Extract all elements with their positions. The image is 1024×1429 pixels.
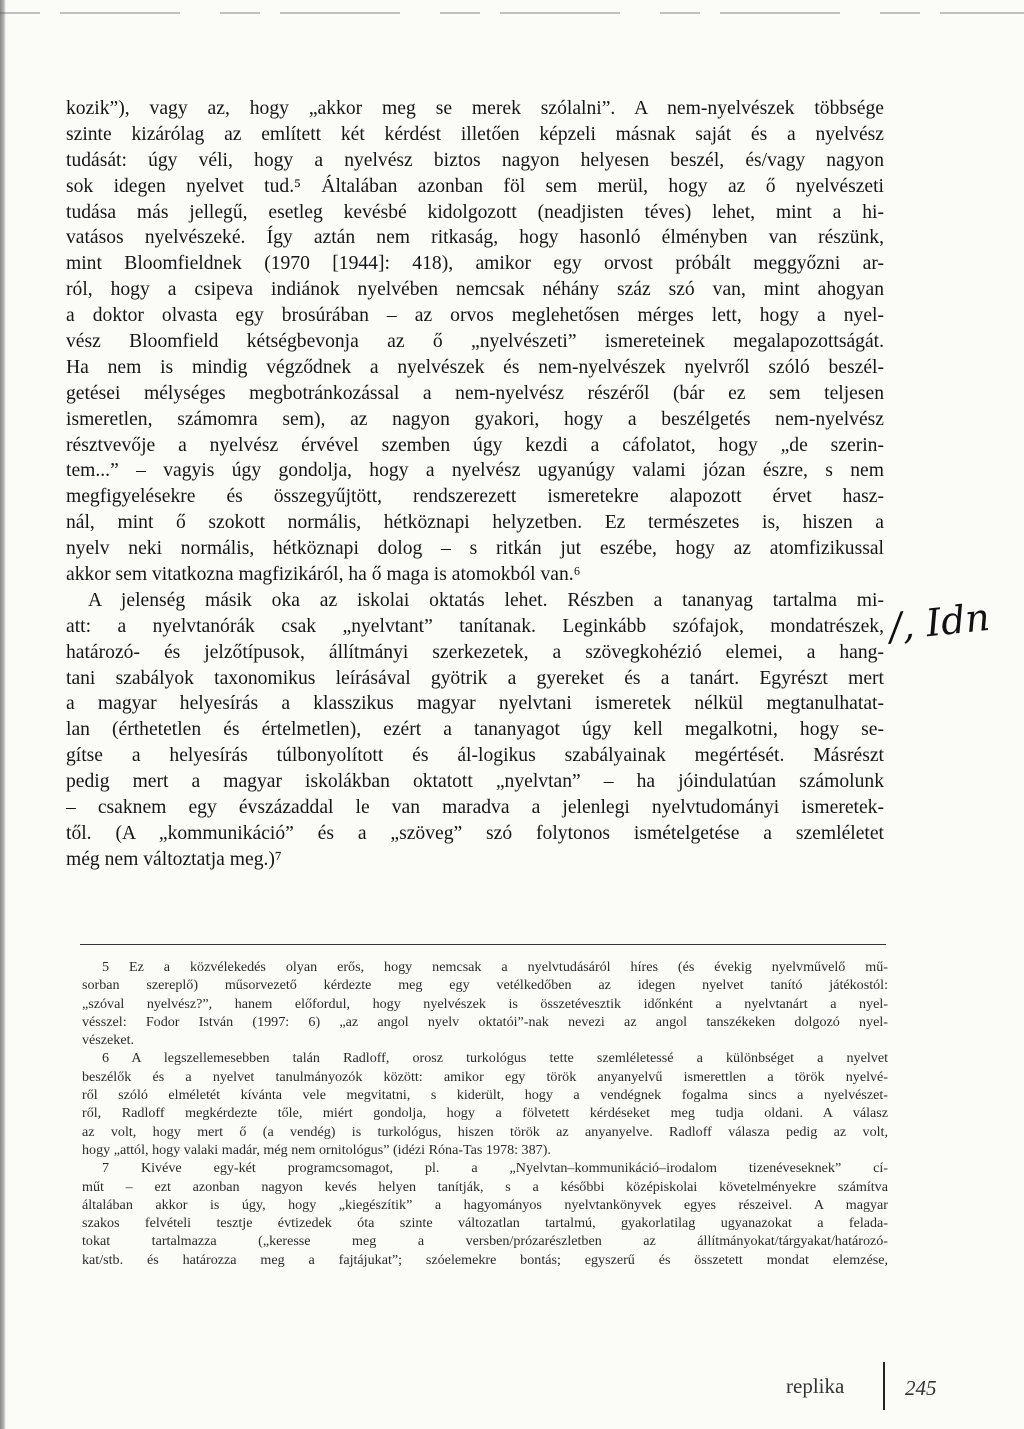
footnote-line: az volt, hogy mert ő (a vendég) is turkológus, hiszen török az anyanyelve. Radloff válasza pedig az volt, — [82, 1123, 888, 1140]
text-line: nál, mint ő szokott normális, hétköznapi helyzetben. Ez természetes is, hiszen a — [66, 512, 884, 534]
text-line: szinte kizárólag az említett két kérdést illetően képzeli másnak saját és a nyelvész — [66, 123, 884, 145]
text-line: a doktor olvasta egy brosúrában – az orvos meglehetősen mérges lett, hogy a nyel- — [66, 305, 884, 327]
text-line: A jelenség másik oka az iskolai oktatás lehet. Részben a tananyag tartalma mi- — [88, 589, 884, 611]
footnote-separator — [80, 944, 886, 945]
footer-divider — [883, 1362, 885, 1410]
footnote-line: szakos felvételi tesztje évtizedek óta szinte változatlan tartalmú, gyakorlatilag ugyanazokat a felada- — [82, 1215, 888, 1232]
text-line: Ha nem is mindig végződnek a nyelvészek és nem-nyelvészek nyelvről szóló beszél- — [66, 356, 884, 378]
text-line: megfigyelésekre és összegyűjtött, rendszerezett ismeretekre alapozott érvet hasz- — [66, 486, 884, 508]
text-line: sok idegen nyelvet tud.⁵ Általában azonban föl sem merül, hogy az ő nyelvészeti — [66, 175, 884, 197]
text-line: vész Bloomfield kétségbevonja az ő „nyelvészeti” ismereteinek megalapozottságát. — [66, 331, 884, 353]
scan-top-artifact — [0, 12, 1024, 14]
text-line: tani szabályok taxonomikus leírásával gyötrik a gyereket és a tanárt. Egyrészt mert — [66, 667, 884, 689]
footnote-line: műt – ezt azonban nagyon kevés helyen tanítják, s a későbbi középiskolai követelményekre számítva — [82, 1178, 888, 1195]
text-line: tudása más jellegű, esetleg kevésbé kidolgozott (neadjisten téves) lehet, mint a hi- — [66, 201, 884, 223]
page-number: 245 — [905, 1376, 937, 1400]
scan-shadow-edge — [0, 0, 6, 1429]
text-line: tem...” – vagyis úgy gondolja, hogy a nyelvész ugyanúgy valami józan észre, s nem — [66, 460, 884, 482]
handwritten-margin-note: /, Idn — [886, 594, 992, 650]
text-line: kozik”), vagy az, hogy „akkor meg se merek szólalni”. A nem-nyelvészek többsége — [66, 98, 884, 119]
text-line: tudását: úgy véli, hogy a nyelvész biztos nagyon helyesen beszél, és/vagy nagyon — [66, 149, 884, 171]
text-line: getései mélységes megbotránkozással a nem-nyelvész részéről (bár ez sem teljesen — [66, 382, 884, 404]
footnote-line: 6 A legszellemesebben talán Radloff, orosz turkológus tette szemléletessé a különbséget a nyelvet — [102, 1050, 888, 1067]
text-line: pedig mert a magyar iskolákban oktatott „nyelvtan” – ha jóindulatúan számolunk — [66, 771, 884, 793]
footnote-line: tokat tartalmazza („keresse meg a versben/prózarészletben az állítmányokat/tárgyakat/határozó- — [82, 1233, 888, 1250]
footnote-line: vészeket. — [82, 1032, 135, 1049]
text-line: határozó- és jelzőtípusok, állítmányi szerkezetek, a szövegkohézió elemei, a hang- — [66, 641, 884, 663]
text-line: résztvevője a nyelvész érvével szemben úgy kezdi a cáfolatot, hogy „de szerin- — [66, 434, 884, 456]
footnote-line: hogy „attól, hogy valaki madár, még nem ornitológus” (idézi Róna-Tas 1978: 387). — [82, 1141, 551, 1158]
footnote-line: kat/stb. és határozza meg a fajtájukat”; szóelemekre bontás; egyszerű és összetett mondat elemzése, — [82, 1251, 888, 1268]
text-line: ismeretlen, számomra sem), az nagyon gyakori, hogy a beszélgetés nem-nyelvész — [66, 408, 884, 430]
text-line: ról, hogy a csipeva indiánok nyelvében nemcsak néhány száz szó van, mint ahogyan — [66, 279, 884, 301]
footnote-line: ről, Radloff megkérdezte tőle, miért gondolja, hogy a fölvetett kérdéseket meg tudja oldani. A válasz — [82, 1105, 888, 1122]
text-line: mint Bloomfieldnek (1970 [1944]: 418), amikor egy orvost próbált meggyőzni ar- — [66, 253, 884, 275]
text-line: vatásos nyelvészeké. Így aztán nem ritkaság, hogy hasonló élményben van részünk, — [66, 227, 884, 249]
text-line: – csaknem egy évszázaddal le van maradva a jelenlegi nyelvtudományi ismeretek- — [66, 797, 884, 819]
text-line: még nem változtatja meg.)⁷ — [66, 848, 282, 870]
footnote-line: beszélők és a nyelvet tanulmányozók között: amikor egy török anyanyelvű ismerettlen a török nyelvé- — [82, 1068, 888, 1085]
footnote-line: ről szóló elméletét kívánta vele megvitatni, s kiderült, hogy a vendégnek fogalma sincs a nyelvészet- — [82, 1087, 888, 1104]
text-line: gítse a helyesírás túlbonyolított és ál-logikus szabályainak megértését. Másrészt — [66, 745, 884, 767]
text-line: a magyar helyesírás a klasszikus magyar nyelvtani ismeretek nélkül megtanulhatat- — [66, 693, 884, 715]
text-line: től. (A „kommunikáció” és a „szöveg” szó folytonos ismételgetése a szemléletet — [66, 822, 884, 844]
main-text — [66, 96, 884, 873]
text-line: lan (érthetetlen és értelmetlen), ezért a tananyagot úgy kell megalkotni, hogy se- — [66, 719, 884, 741]
footnote-line: 7 Kivéve egy-két programcsomagot, pl. a „Nyelvtan–kommunikáció–irodalom tizenéveseknek” cí- — [102, 1160, 888, 1177]
footnote-line: „szóval nyelvész?”, hanem előfordul, hogy nyelvészek is összetévesztik időnként a nyelvtanárt a nyel- — [82, 995, 888, 1012]
footnotes — [82, 958, 888, 1269]
footnote-line: sorban szereplő) műsorvezető kérdezte meg egy vetélkedőben az idegen nyelvet tanító játékostól: — [82, 977, 888, 994]
text-line: akkor sem vitatkozna magfizikáról, ha ő maga is atomokból van.⁶ — [66, 564, 581, 586]
footnote-line: 5 Ez a közvélekedés olyan erős, hogy nemcsak a nyelvtudásáról híres (és évekig nyelvművelő mű- — [102, 959, 888, 975]
journal-name: replika — [786, 1374, 845, 1398]
text-line: att: a nyelvtanórák csak „nyelvtant” tanítanak. Leginkább szófajok, mondatrészek, — [66, 615, 884, 637]
footnote-line: általában akkor is úgy, hogy „kiegészítik” a hagyományos nyelvtankönyvek egyes részeivel. A magyar — [82, 1196, 888, 1213]
text-line: nyelv neki normális, hétköznapi dolog – s ritkán jut eszébe, hogy az atomfizikussal — [66, 538, 884, 560]
footnote-line: vésszel: Fodor István (1997: 6) „az angol nyelv oktatói”-nak nevezi az angol tanszékeken dolgozó nyel- — [82, 1013, 888, 1030]
